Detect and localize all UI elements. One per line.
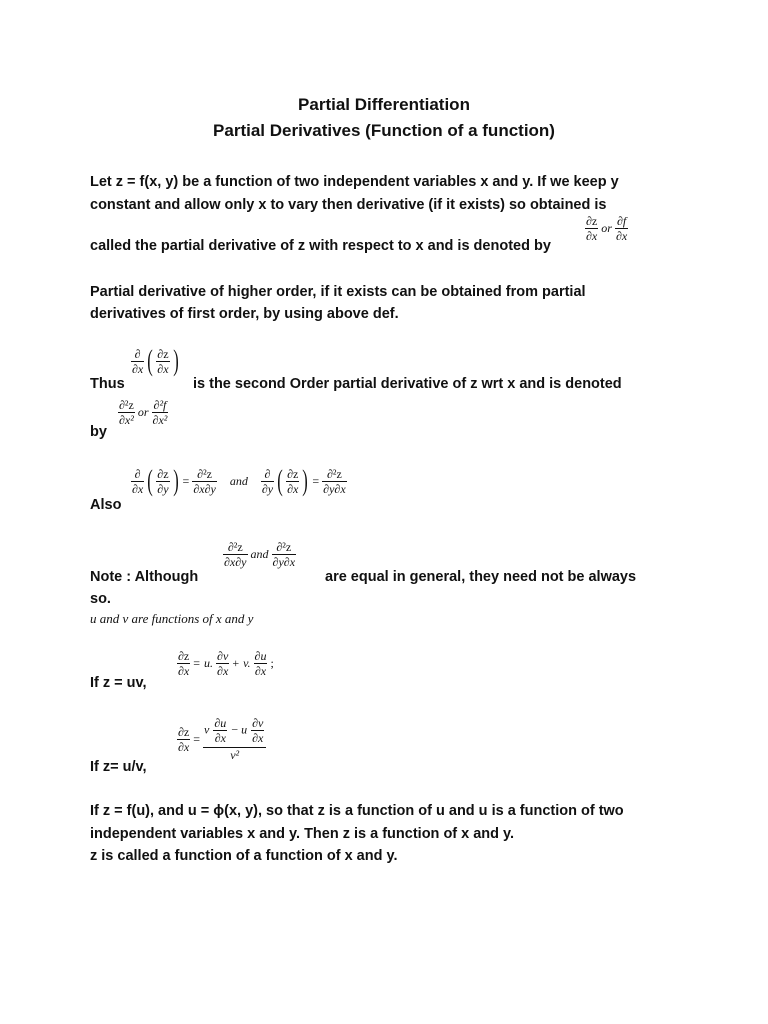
quotient-rule-formula: $\frac{\partial z}{\partial x}$ = v $\frac{\partial u}{\partial x}$ − u $\frac{\partial v}{\partial x}$ v² bbox=[176, 716, 267, 762]
para2-line2: derivatives of first order, by using above def. bbox=[90, 306, 399, 322]
fraction-df-dx: $\frac{\partial f}{\partial x}$ bbox=[615, 214, 628, 243]
thus-text: is the second Order partial derivative of z wrt x and is denoted bbox=[193, 376, 622, 392]
also-label: Also bbox=[90, 497, 122, 513]
quotient-rule-label: If z= u/v, bbox=[90, 759, 147, 775]
fraction-dz-dx: $\frac{\partial z}{\partial x}$ bbox=[586, 214, 598, 243]
second-order-derivative-formula: $\frac{\partial}{\partial x}$ ( $\frac{\partial z}{\partial x}$ ) bbox=[132, 344, 179, 377]
para1-line2: constant and allow only x to vary then derivative (if it exists) so obtained is bbox=[90, 197, 607, 213]
note-label: Note : Although bbox=[90, 569, 199, 585]
para3-line3: z is called a function of a function of x and y. bbox=[90, 848, 398, 864]
thus-label: Thus bbox=[90, 376, 125, 392]
para2-line1: Partial derivative of higher order, if it exists can be obtained from partial bbox=[90, 284, 586, 300]
product-rule-label: If z = uv, bbox=[90, 675, 147, 691]
document-subtitle: Partial Derivatives (Function of a function) bbox=[213, 121, 555, 140]
mixed-partial-formula: $\frac{\partial}{\partial x}$ ( $\frac{\partial z}{\partial y}$ ) = $\frac{\text{∂²z}}{\partial x\partial y}$ and $\frac{\partial}{\partial y}$ ( $\frac{\partial z}{\partial x}$ ) = $\frac{\text{∂²z}}{\partial y\partial x}$ bbox=[132, 464, 346, 497]
para1-line3: called the partial derivative of z with respect to x and is denoted by bbox=[90, 238, 551, 254]
second-order-notation-formula: $\frac{\text{∂²z}}{\text{∂x²}}$ or $\frac{\text{∂²f}}{\text{∂x²}}$ bbox=[119, 398, 168, 427]
note-italic-line: u and v are functions of x and y bbox=[90, 611, 254, 626]
note-continuation: so. bbox=[90, 591, 111, 607]
para3-line2: independent variables x and y. Then z is a function of x and y. bbox=[90, 826, 515, 842]
para1-line1: Let z = f(x, y) be a function of two independent variables x and y. If we keep y bbox=[90, 174, 619, 190]
para3-line1: If z = f(u), and u = ϕ(x, y), so that z is a function of u and u is a function of two bbox=[90, 803, 624, 819]
partial-notation-formula: $\frac{\partial z}{\partial x}$ or $\frac{\partial f}{\partial x}$ bbox=[586, 214, 628, 243]
note-formula: $\frac{\text{∂²z}}{\partial x\partial y}$ and $\frac{\text{∂²z}}{\partial y\partial x}$ bbox=[224, 540, 296, 569]
product-rule-formula: $\frac{\partial z}{\partial x}$ = u. $\frac{\partial v}{\partial x}$ + v. $\frac{\partial u}{\partial x}$ ; bbox=[178, 649, 274, 678]
document-title: Partial Differentiation bbox=[298, 95, 470, 114]
note-text: are equal in general, they need not be always bbox=[325, 569, 637, 585]
thus-by: by bbox=[90, 424, 107, 440]
